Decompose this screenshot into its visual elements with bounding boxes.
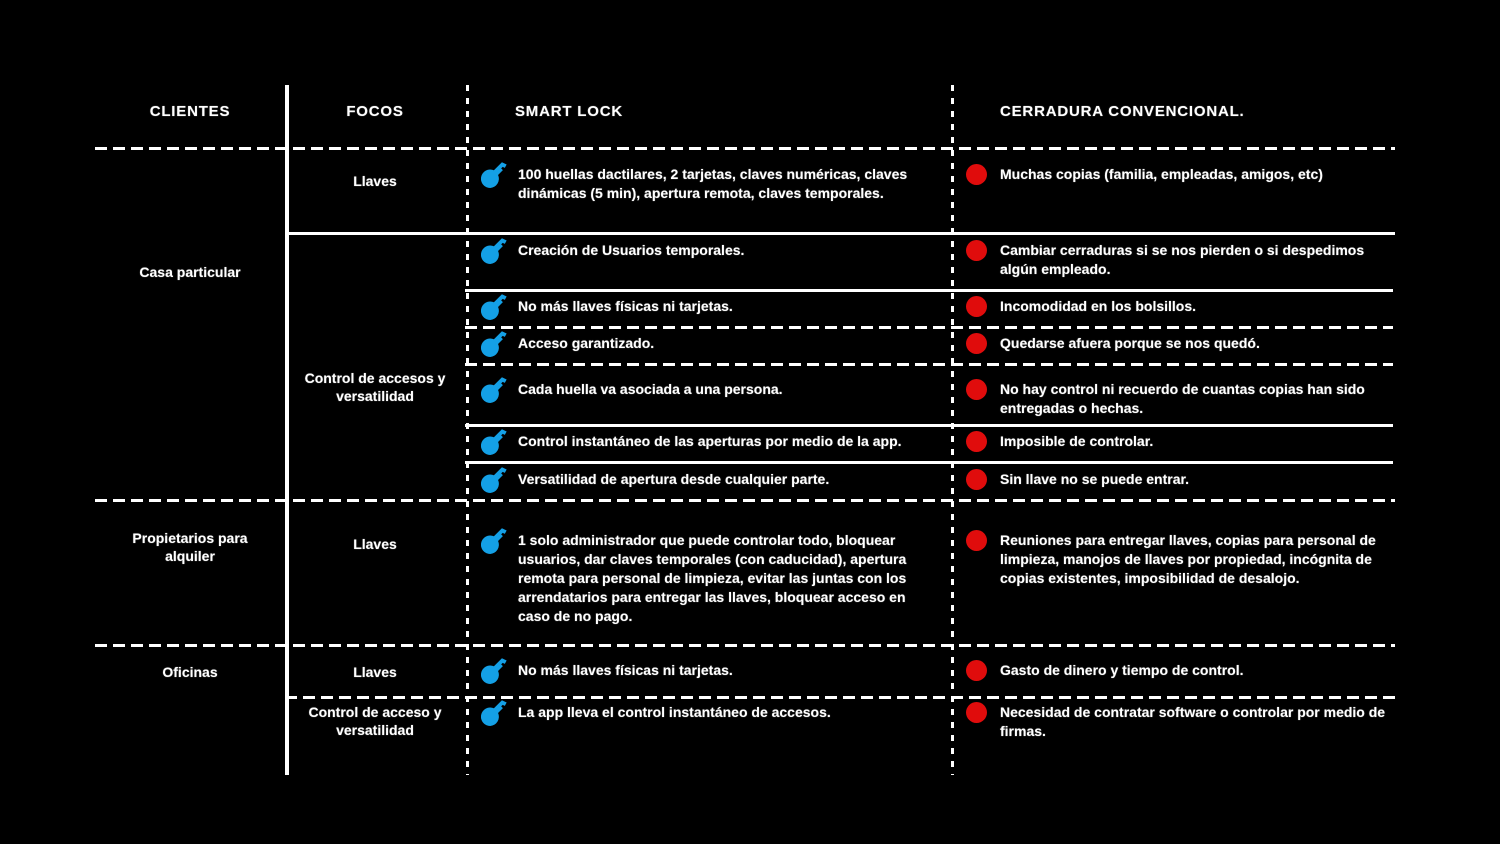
key-icon — [481, 466, 508, 493]
conventional-cell — [950, 165, 1395, 203]
smart-lock-cell — [465, 380, 950, 418]
comparison-table — [95, 85, 1395, 775]
section-divider — [95, 644, 1395, 647]
conventional-cell — [950, 432, 1395, 455]
conventional-cell — [950, 470, 1395, 493]
conventional-cell — [950, 241, 1395, 279]
conventional-cell — [950, 380, 1395, 418]
client-label-casa-particular: Casa particular — [139, 264, 241, 280]
row-divider — [465, 424, 1393, 427]
conventional-point: Necesidad de contratar software o controlar por medio de firmas. — [1000, 704, 1386, 739]
column-header-clientes: CLIENTES — [149, 103, 231, 120]
key-icon — [481, 657, 508, 684]
client-label-oficinas: Oficinas — [162, 664, 218, 680]
smart-lock-cell — [465, 470, 950, 493]
smart-lock-point: Control instantáneo de las aperturas por medio de la app. — [518, 433, 902, 449]
key-icon — [481, 161, 508, 188]
column-header-focos: FOCOS — [346, 103, 404, 120]
conventional-point: Sin llave no se puede entrar. — [1000, 471, 1190, 487]
key-icon — [481, 330, 508, 357]
conventional-point: Quedarse afuera porque se nos quedó. — [1000, 335, 1260, 351]
comparison-row — [465, 241, 1395, 279]
smart-lock-point: 100 huellas dactilares, 2 tarjetas, claves numéricas, claves dinámicas (5 min), apertura remota, claves temporales. — [518, 166, 908, 201]
header-divider — [95, 147, 1395, 150]
smart-lock-point: Acceso garantizado. — [518, 335, 655, 351]
smart-lock-point: Cada huella va asociada a una persona. — [518, 381, 783, 397]
conventional-point: Imposible de controlar. — [1000, 433, 1154, 449]
column-header-smart-lock: SMART LOCK — [515, 103, 623, 120]
red-dot-icon — [966, 164, 987, 185]
comparison-row — [465, 470, 1395, 493]
comparison-row — [465, 703, 1395, 741]
red-dot-icon — [966, 660, 987, 681]
smart-lock-point: No más llaves físicas ni tarjetas. — [518, 662, 733, 678]
smart-lock-cell — [465, 432, 950, 455]
section-divider — [95, 499, 1395, 502]
red-dot-icon — [966, 469, 987, 490]
smart-lock-cell — [465, 165, 950, 203]
comparison-row — [465, 165, 1395, 203]
comparison-row — [465, 661, 1395, 684]
comparison-row — [465, 334, 1395, 357]
key-icon — [481, 237, 508, 264]
row-divider — [285, 232, 1395, 235]
smart-lock-point: No más llaves físicas ni tarjetas. — [518, 298, 733, 314]
row-divider — [465, 289, 1393, 292]
row-divider — [465, 326, 1393, 329]
conventional-cell — [950, 661, 1395, 684]
comparison-row — [465, 380, 1395, 418]
conventional-point: Cambiar cerraduras si se nos pierden o si despedimos algún empleado. — [1000, 242, 1365, 277]
conventional-cell — [950, 334, 1395, 357]
red-dot-icon — [966, 240, 987, 261]
conventional-point: Muchas copias (familia, empleadas, amigos, etc) — [1000, 166, 1323, 182]
key-icon — [481, 527, 508, 554]
focus-label-control-acceso: Control de acceso y versatilidad — [308, 704, 442, 738]
focus-label-control-accesos: Control de accesos y versatilidad — [304, 370, 446, 404]
conventional-cell — [950, 531, 1395, 626]
red-dot-icon — [966, 333, 987, 354]
red-dot-icon — [966, 296, 987, 317]
red-dot-icon — [966, 379, 987, 400]
column-header-cerradura-convencional: CERRADURA CONVENCIONAL. — [1000, 103, 1245, 120]
conventional-point: Gasto de dinero y tiempo de control. — [1000, 662, 1244, 678]
comparison-row — [465, 297, 1395, 320]
key-icon — [481, 293, 508, 320]
red-dot-icon — [966, 431, 987, 452]
conventional-point: No hay control ni recuerdo de cuantas copias han sido entregadas o hechas. — [1000, 381, 1365, 416]
red-dot-icon — [966, 702, 987, 723]
key-icon — [481, 376, 508, 403]
smart-lock-cell — [465, 661, 950, 684]
conventional-cell — [950, 297, 1395, 320]
row-divider — [465, 461, 1393, 464]
smart-lock-cell — [465, 703, 950, 741]
smart-lock-point: 1 solo administrador que puede controlar todo, bloquear usuarios, dar claves temporales (con caducidad), apertura remota para personal de limpieza, evitar las juntas con los arrendatarios para entregar las llaves, bloquear acceso en caso de no pago. — [518, 532, 907, 624]
smart-lock-cell — [465, 531, 950, 626]
row-divider — [285, 696, 1395, 699]
key-icon — [481, 699, 508, 726]
smart-lock-point: Creación de Usuarios temporales. — [518, 242, 745, 258]
conventional-point: Reuniones para entregar llaves, copias para personal de limpieza, manojos de llaves por propiedad, incógnita de copias existentes, imposibilidad de desalojo. — [1000, 532, 1376, 586]
row-divider — [465, 363, 1393, 366]
smart-lock-point: Versatilidad de apertura desde cualquier parte. — [518, 471, 830, 487]
focus-label-llaves: Llaves — [353, 536, 397, 552]
smart-lock-point: La app lleva el control instantáneo de accesos. — [518, 704, 831, 720]
focus-label-llaves: Llaves — [353, 173, 397, 189]
focus-label-llaves: Llaves — [353, 664, 397, 680]
client-label-propietarios: Propietarios para alquiler — [132, 530, 248, 564]
red-dot-icon — [966, 530, 987, 551]
comparison-row — [465, 531, 1395, 626]
smart-lock-cell — [465, 297, 950, 320]
smart-lock-cell — [465, 334, 950, 357]
key-icon — [481, 428, 508, 455]
smart-lock-cell — [465, 241, 950, 279]
conventional-point: Incomodidad en los bolsillos. — [1000, 298, 1197, 314]
comparison-row — [465, 432, 1395, 455]
conventional-cell — [950, 703, 1395, 741]
